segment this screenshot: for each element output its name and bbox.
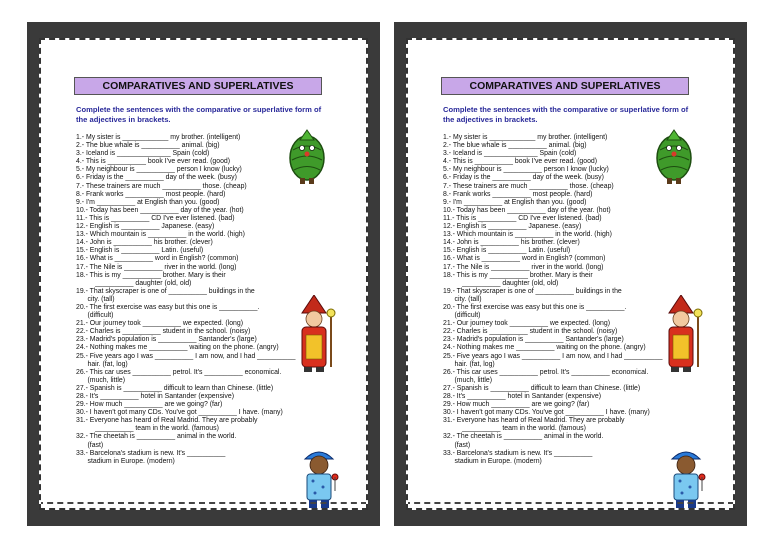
sentence-item: 17.- The Nile is __________ river in the world. (long): [443, 263, 604, 271]
sentence-item: 15.- English is __________ Latin. (useful): [443, 247, 571, 255]
sentence-item: 8.- Frank works __________ most people. (hard): [76, 190, 226, 198]
pine-cone-character-icon: [651, 128, 697, 186]
sentence-item: 13.- Which mountain is __________ in the world. (high): [76, 231, 245, 239]
cut-line: [406, 502, 734, 504]
cut-line: [39, 502, 367, 504]
sentence-item: 18.- This is my __________ brother. Mary is their __________ daughter (old, old): [76, 271, 226, 287]
sentence-item: 19.- That skyscraper is one of __________ buildings in the city. (tall): [76, 287, 255, 303]
sentence-item: 23.- Madrid's population is __________ Santander's (large): [76, 336, 257, 344]
sentence-item: 27.- Spanish is __________ difficult to learn than Chinese. (little): [443, 384, 641, 392]
sentence-item: 30.- I haven't got many CDs. You've got __________ I have. (many): [443, 409, 650, 417]
sentence-item: 18.- This is my __________ brother. Mary is their __________ daughter (old, old): [443, 271, 593, 287]
sentence-item: 10.- Today has been __________ day of the year. (hot): [76, 206, 244, 214]
sentence-item: 31.- Everyone has heard of Real Madrid. They are probably __________ team in the world. (famous): [76, 417, 258, 433]
sentence-item: 8.- Frank works __________ most people. (hard): [443, 190, 593, 198]
wizard-character-icon: [296, 295, 338, 373]
sentence-item: 7.- These trainers are much __________ those. (cheap): [76, 182, 247, 190]
sentence-item: 21.- Our journey took __________ we expected. (long): [443, 320, 611, 328]
sentence-item: 23.- Madrid's population is __________ Santander's (large): [443, 336, 624, 344]
sentence-item: 28.- It's __________ hotel in Santander (expensive): [443, 393, 601, 400]
sentence-item: 29.- How much __________ are we going? (far): [443, 401, 590, 409]
sentence-item: 6.- Friday is the __________ day of the week. (busy): [76, 174, 237, 182]
sentence-item: 12.- English is __________ Japanese. (easy): [443, 223, 582, 231]
sentence-item: 11.- This is __________ CD I've ever listened. (bad): [76, 214, 235, 222]
sentence-item: 19.- That skyscraper is one of __________ buildings in the city. (tall): [443, 287, 622, 303]
worksheet-paper: [39, 38, 368, 510]
sentence-item: 4.- This is __________ book I've ever read. (good): [76, 158, 231, 166]
sentence-item: 26.- This car uses __________ petrol. It's __________ economical. (much, little): [76, 368, 282, 384]
sentence-item: 22.- Charles is __________ student in the school. (noisy): [76, 328, 251, 336]
sentence-item: 20.- The first exercise was easy but this one is __________. (difficult): [76, 303, 260, 320]
sentence-item: 4.- This is __________ book I've ever read. (good): [443, 158, 598, 166]
sentence-item: 9.- I'm __________ at English than you. (good): [76, 198, 220, 206]
sentence-item: 11.- This is __________ CD I've ever listened. (bad): [443, 214, 602, 222]
sentence-item: 6.- Friday is the __________ day of the week. (busy): [443, 174, 604, 182]
sentence-item: 12.- English is __________ Japanese. (easy): [76, 223, 215, 231]
sentence-item: 30.- I haven't got many CDs. You've got __________ I have. (many): [76, 409, 283, 417]
sentence-item: 24.- Nothing makes me __________ waiting on the phone. (angry): [443, 344, 646, 352]
pine-cone-character-icon: [284, 128, 330, 186]
sentence-item: 29.- How much __________ are we going? (far): [76, 401, 223, 409]
sentence-item: 16.- What is __________ word in English? (common): [443, 255, 606, 263]
sentence-item: 25.- Five years ago I was __________ I am now, and I had __________ hair. (fat, log): [443, 352, 663, 368]
sentence-item: 13.- Which mountain is __________ in the world. (high): [443, 231, 612, 239]
sentence-item: 5.- My neighbour is __________ person I know (lucky): [76, 166, 242, 174]
worksheet-instructions: Complete the sentences with the comparative or superlative form of the adjectives in brackets.: [76, 105, 322, 124]
sentence-item: 31.- Everyone has heard of Real Madrid. They are probably __________ team in the world. (famous): [443, 417, 625, 433]
sentence-item: 14.- John is __________ his brother. (clever): [443, 239, 580, 247]
sentence-item: 27.- Spanish is __________ difficult to learn than Chinese. (little): [76, 384, 274, 392]
boy-with-cap-character-icon: [299, 445, 341, 510]
worksheet-paper: [406, 38, 735, 510]
sentence-item: 7.- These trainers are much __________ those. (cheap): [443, 182, 614, 190]
sentence-item: 33.- Barcelona's stadium is new. It's __________ stadium in Europe. (modern): [443, 449, 593, 465]
worksheet-title: COMPARATIVES AND SUPERLATIVES: [441, 77, 689, 95]
sentence-item: 5.- My neighbour is __________ person I know (lucky): [443, 166, 609, 174]
sentence-item: 15.- English is __________ Latin. (useful): [76, 247, 204, 255]
sentence-item: 33.- Barcelona's stadium is new. It's __________ stadium in Europe. (modern): [76, 449, 226, 465]
sentence-item: 32.- The cheetah is __________ animal in the world. (fast): [76, 433, 237, 449]
worksheet-title: COMPARATIVES AND SUPERLATIVES: [74, 77, 322, 95]
sentence-item: 21.- Our journey took __________ we expected. (long): [76, 320, 244, 328]
sentence-item: 3.- Iceland is ______________ Spain (cold): [76, 150, 210, 158]
wizard-character-icon: [663, 295, 705, 373]
sentence-item: 14.- John is __________ his brother. (clever): [76, 239, 213, 247]
sentence-item: 26.- This car uses __________ petrol. It's __________ economical. (much, little): [443, 368, 649, 384]
sentence-item: 2.- The blue whale is __________ animal. (big): [76, 142, 220, 150]
sentence-item: 1.- My sister is ____________ my brother. (intelligent): [443, 134, 608, 141]
sentence-item: 24.- Nothing makes me __________ waiting on the phone. (angry): [76, 344, 279, 352]
boy-with-cap-character-icon: [666, 445, 708, 510]
sentence-item: 32.- The cheetah is __________ animal in the world. (fast): [443, 433, 604, 449]
sentence-item: 17.- The Nile is __________ river in the world. (long): [76, 263, 237, 271]
sentence-item: 25.- Five years ago I was __________ I am now, and I had __________ hair. (fat, log): [76, 352, 296, 368]
worksheet-page-right: [394, 22, 747, 526]
sentence-item: 2.- The blue whale is __________ animal. (big): [443, 142, 587, 150]
sentence-item: 28.- It's __________ hotel in Santander (expensive): [76, 393, 234, 400]
sentence-item: 22.- Charles is __________ student in the school. (noisy): [443, 328, 618, 336]
sentence-item: 16.- What is __________ word in English? (common): [76, 255, 239, 263]
sentence-item: 10.- Today has been __________ day of the year. (hot): [443, 206, 611, 214]
sentence-item: 1.- My sister is ____________ my brother. (intelligent): [76, 134, 241, 141]
sentence-item: 9.- I'm __________ at English than you. (good): [443, 198, 587, 206]
sentence-item: 20.- The first exercise was easy but this one is __________. (difficult): [443, 303, 627, 320]
worksheet-page-left: [27, 22, 380, 526]
worksheet-instructions: Complete the sentences with the comparative or superlative form of the adjectives in brackets.: [443, 105, 689, 124]
sentence-item: 3.- Iceland is ______________ Spain (cold): [443, 150, 577, 158]
